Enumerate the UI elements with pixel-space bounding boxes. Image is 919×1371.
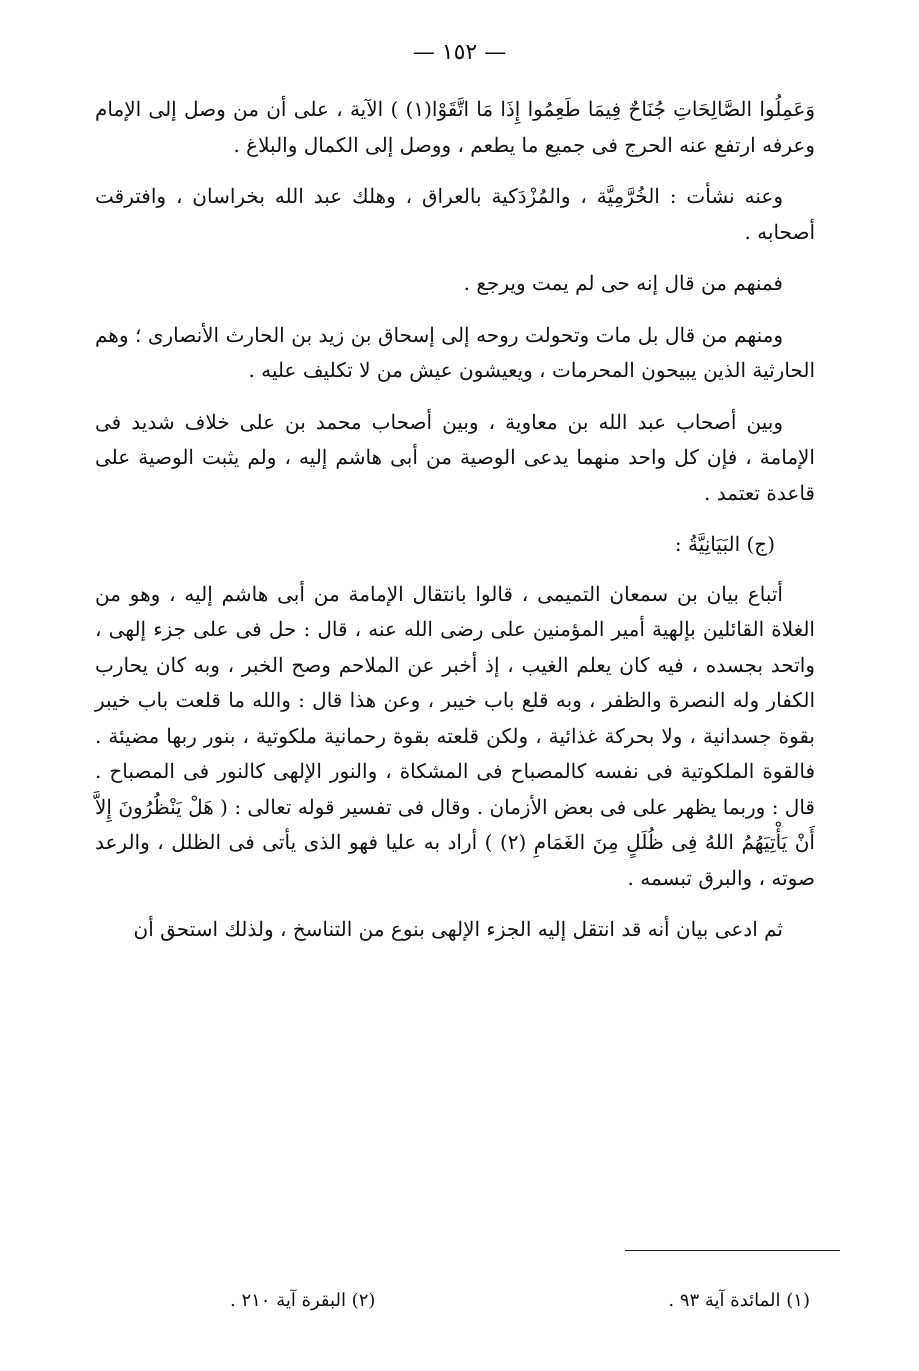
section-heading: (ج) البَيَانِيَّةُ : xyxy=(674,532,775,556)
paragraph: أتباع بيان بن سمعان التميمى ، قالوا بانتقال الإمامة من أبى هاشم إليه ، وهو من الغلاة القائلين بإلهية أمير المؤمنين على رضى الله عنه ، قال : حل فى على جزء إلهى ، واتحد بجسده ، فيه كان يعلم الغيب ، إذ أخبر عن الملاحم وصح الخبر ، وبه كان يحارب الكفار وله النصرة والظفر ، وبه قلع باب خيبر ، وعن هذا قال : والله ما قلعت باب خيبر بقوة جسدانية ، ولا بحركة غذائية ، ولكن قلعته بقوة رحمانية ملكوتية ، بنور ربها مضيئة . فالقوة الملكوتية فى نفسه كالمصباح فى المشكاة ، والنور الإلهى كالنور فى المصباح . قال : وربما يظهر على فى بعض الأزمان . وقال فى تفسير قوله تعالى : ( هَلْ يَنْظُرُونَ إِلاَّ أَنْ يَأْتِيَهُمُ اللهُ فِى ظُلَلٍ مِنَ الغَمَامِ (٢) ) أراد به عليا فهو الذى يأتى فى الظلل ، والرعد صوته ، والبرق تبسمه . xyxy=(95,581,815,890)
footnote-divider xyxy=(625,1250,840,1251)
paragraph: وَعَمِلُوا الصَّالِحَاتِ جُنَاحٌ فِيمَا طَعِمُوا إِذَا مَا اتَّقَوْا(١) ) الآية ، على أن من وصل إلى الإمام وعرفه ارتفع عنه الحرج فى جميع ما يطعم ، ووصل إلى الكمال والبلاغ . xyxy=(95,97,816,157)
footnote-1: (١) المائدة آية ٩٣ . xyxy=(668,1290,810,1311)
paragraph: ومنهم من قال بل مات وتحولت روحه إلى إسحاق بن زيد بن الحارث الأنصارى ؛ وهم الحارثية الذين يبيحون المحرمات ، ويعيشون عيش من لا تكليف عليه . xyxy=(95,322,815,382)
paragraph: وعنه نشأت : الخُرَّمِيَّة ، والمُزْدَكية بالعراق ، وهلك عبد الله بخراسان ، وافترقت أصحابه . xyxy=(95,184,815,244)
paragraph: وبين أصحاب عبد الله بن معاوية ، وبين أصحاب محمد بن على خلاف شديد فى الإمامة ، فإن كل واحد منهما يدعى الوصية من أبى هاشم إليه ، ولم يثبت الوصية على قاعدة تعتمد . xyxy=(95,409,815,505)
paragraph: ثم ادعى بيان أنه قد انتقل إليه الجزء الإلهى بنوع من التناسخ ، ولذلك استحق أن xyxy=(133,917,783,941)
footnote-2: (٢) البقرة آية ٢١٠ . xyxy=(230,1290,376,1311)
footnotes xyxy=(230,1290,810,1311)
body-text xyxy=(95,92,815,964)
page-number: — ١٥٢ — xyxy=(412,40,507,65)
paragraph: فمنهم من قال إنه حى لم يمت ويرجع . xyxy=(463,271,783,295)
